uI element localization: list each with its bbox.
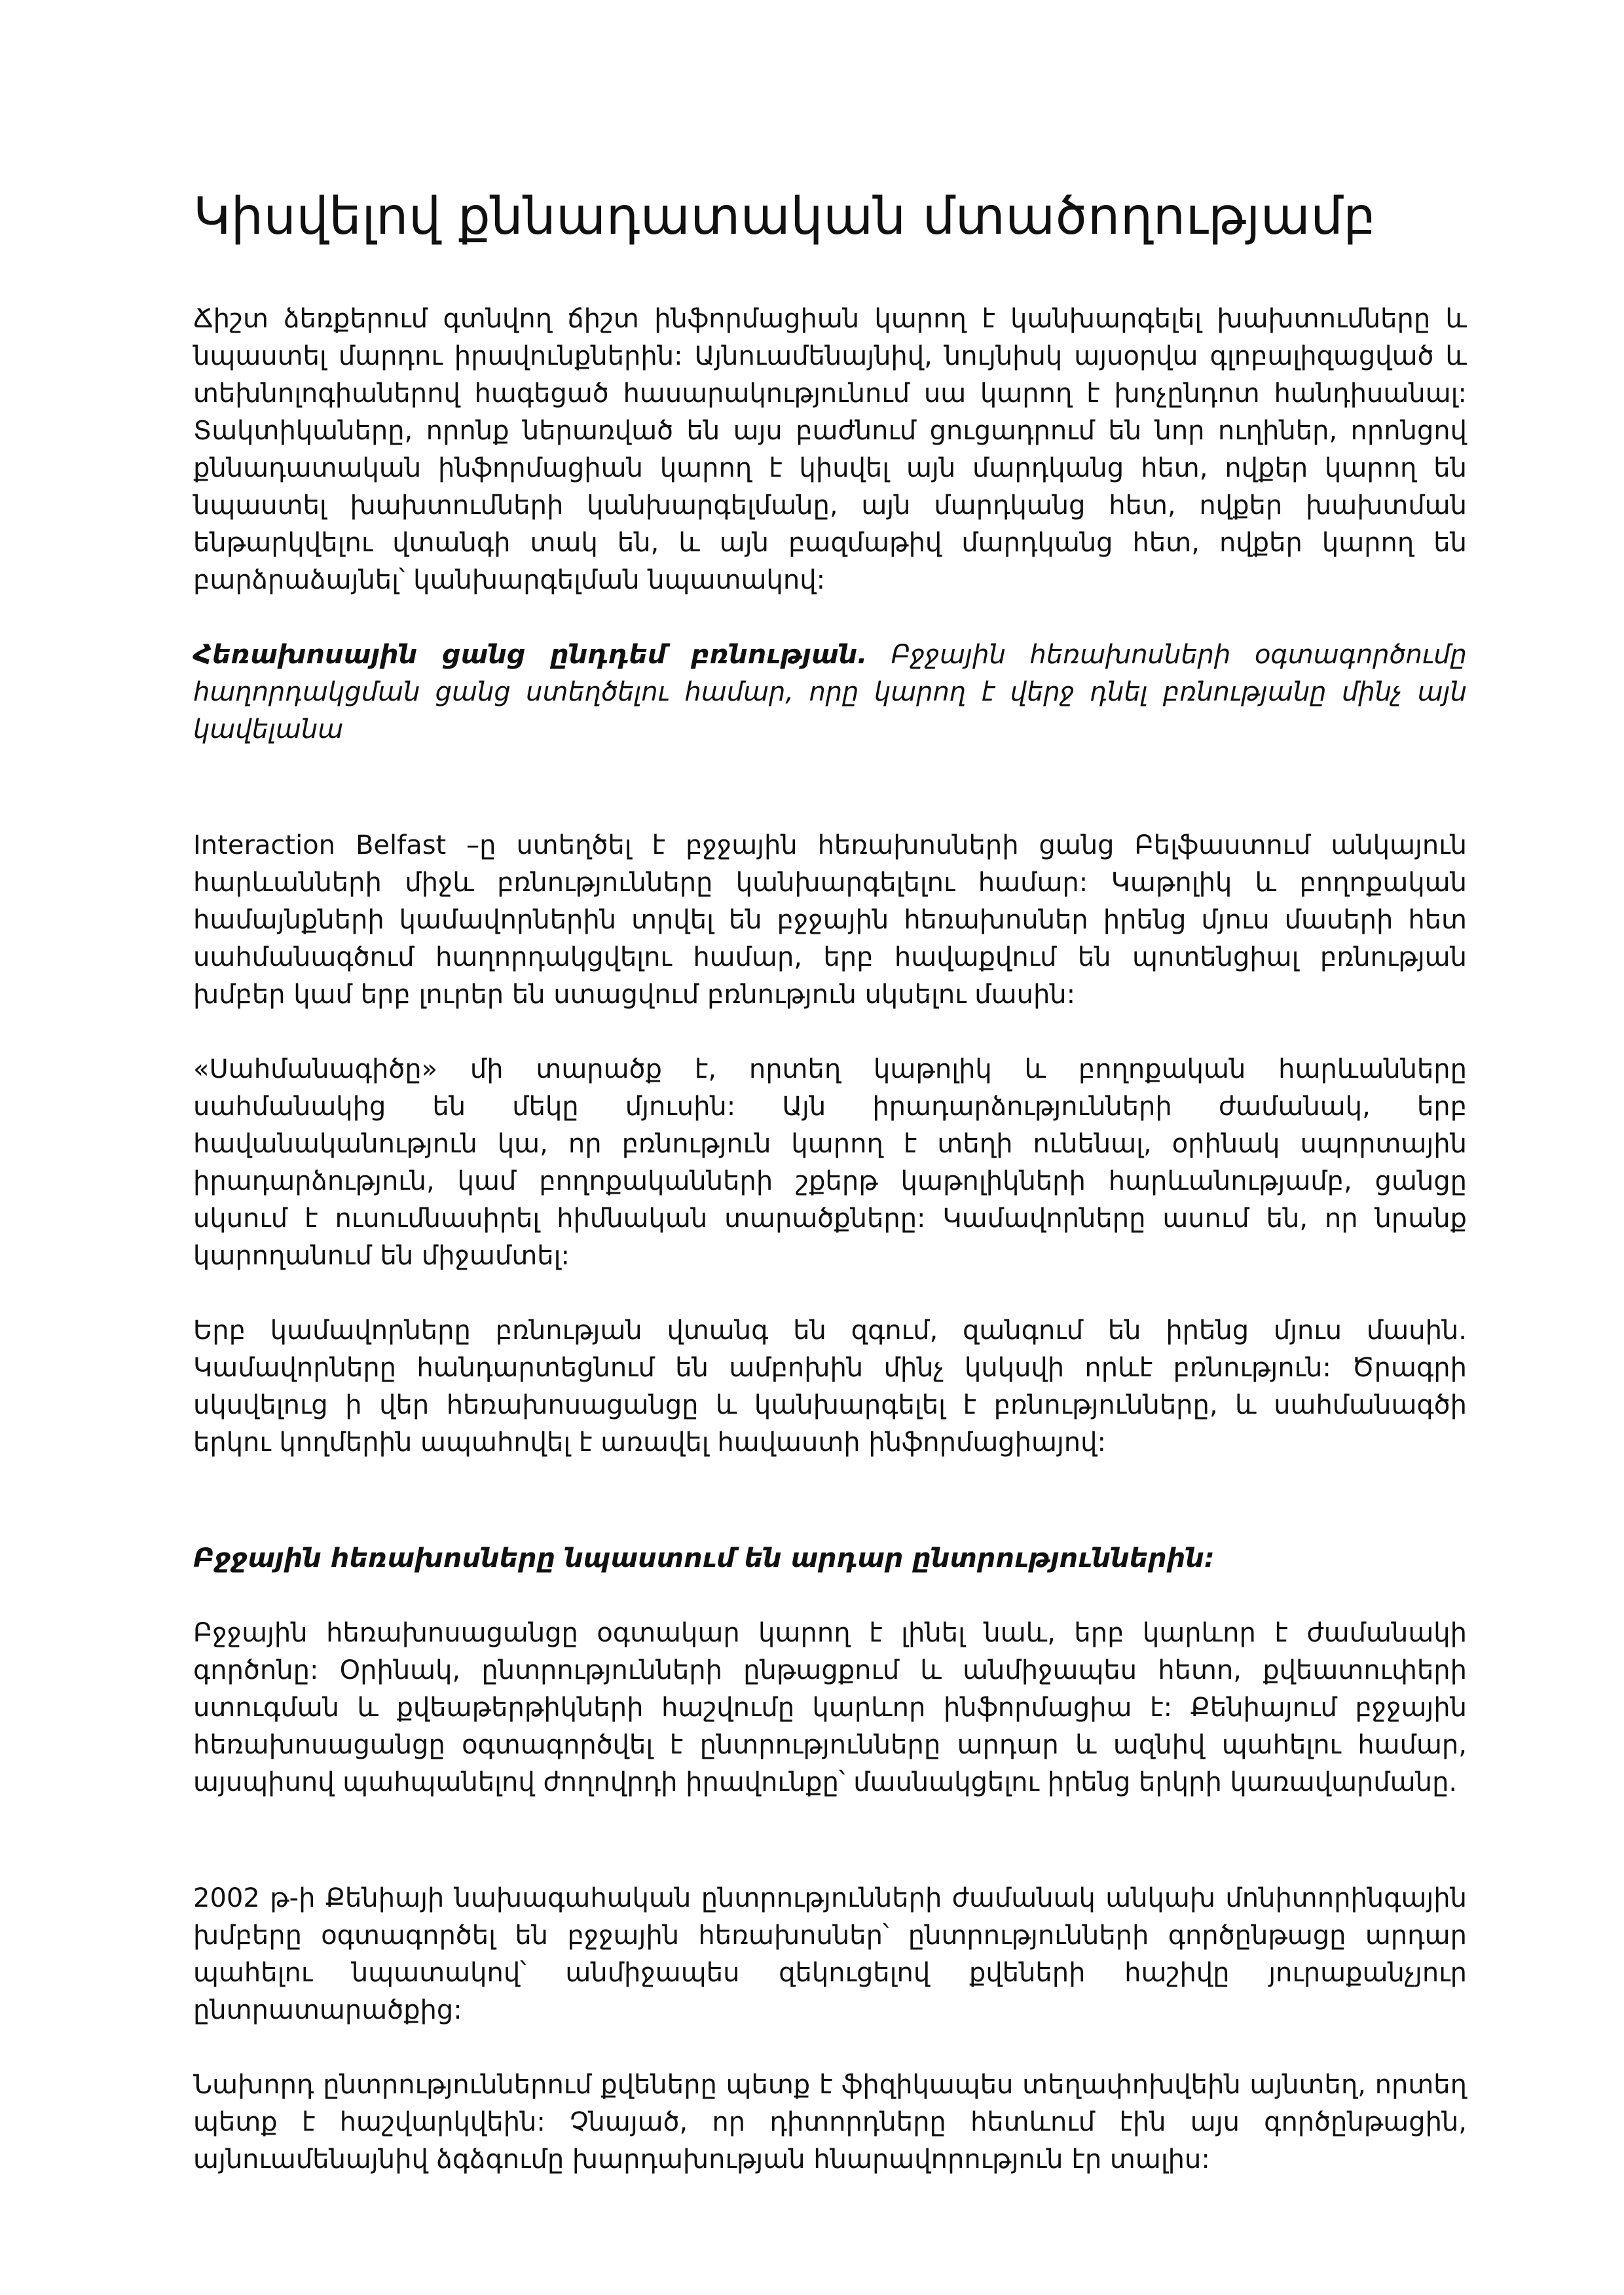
spacer (193, 1461, 1467, 1540)
section2-paragraph-1: Բջջային հեռախոսացանցը օգտակար կարող է լինել նաև, երբ կարևոր է ժամանակի գործոնը: Օրինակ, ընտրությունների ընթացքում և անմիջապես հետո, քվեատուփերի ստուգման և քվեաթերթիկների հաշվումը կարևոր ինֆորմացիա է: Քենիայում բջջային հեռախոսացանցը օգտագործվել է ընտրությունները արդար և ազնիվ պահելու համար, այսպիսով պահպանելով ժողովրդի իրավունքը՝ մասնակցելու իրենց երկրի կառավարմանը. (193, 1617, 1467, 1797)
spacer (193, 1801, 1467, 1880)
section2-heading: Բջջային հեռախոսները նպաստում են արդար ընտրություններին: (193, 1543, 1215, 1573)
spacer (193, 748, 1467, 827)
spacer (193, 599, 1467, 636)
section1-lead (193, 636, 1467, 748)
intro-paragraph: Ճիշտ ձեռքերում գտնվող ճիշտ ինֆորմացիան կարող է կանխարգելել խախտումները և նպաստել մարդու իրավունքներին: Այնուամենայնիվ, նույնիսկ այսօրվա գլոբալիզացված և տեխնոլոգիաներով հագեցած հասարակությունում սա կարող է խոչընդոտ հանդիսանալ: Տակտիկաները, որոնք ներառված են այս բաժնում ցուցադրում են նոր ուղիներ, որոնցով քննադատական ինֆորմացիան կարող է կիսվել այն մարդկանց հետ, ովքեր կարող են նպաստել խախտումների կանխարգելմանը, այն մարդկանց հետ, ովքեր խախտման ենթարկվելու վտանգի տակ են, և այն բազմաթիվ մարդկանց հետ, ովքեր կարող են բարձրաձայնել՝ կանխարգելման նպատակով: (193, 303, 1467, 595)
section2-paragraph-3: Նախորդ ընտրություններում քվեները պետք է ֆիզիկապես տեղափոխվեին այնտեղ, որտեղ պետք է հաշվարկվեին: Չնայած, որ դիտորդները հետևում էին այս գործընթացին, այնուամենայնիվ ձգձգումը խարդախության հնարավորություն էր տալիս: (193, 2069, 1467, 2175)
section1-heading: Հեռախոսային ցանց ընդդեմ բռնության. (193, 639, 868, 670)
spacer (193, 1577, 1467, 1615)
spacer (193, 2029, 1467, 2066)
spacer (193, 1014, 1467, 1051)
section1-paragraph-3: Երբ կամավորները բռնության վտանգ են զգում, զանգում են իրենց մյուս մասին. Կամավորները հանդարտեցնում են ամբոխին մինչ կսկսվի որևէ բռնություն: Ծրագրի սկսվելուց ի վեր հեռախոսացանցը և կանխարգելել է բռնությունները, և սահմանագծի երկու կողմերին ապահովել է առավել հավաստի ինֆորմացիայով: (193, 1315, 1467, 1458)
section1-paragraph-2: «Սահմանագիծը» մի տարածք է, որտեղ կաթոլիկ և բողոքական հարևանները սահմանակից են մեկը մյուսին: Այն իրադարձությունների ժամանակ, երբ հավանականություն կա, որ բռնություն կարող է տեղի ունենալ, օրինակ սպորտային իրադարձություն, կամ բողոքականների շքերթ կաթոլիկների հարևանությամբ, ցանցը սկսում է ուսումնասիրել հիմնական տարածքները: Կամավորները ասում են, որ նրանք կարողանում են միջամտել: (193, 1054, 1467, 1271)
section1-heading-rest: Բջջային հեռախոսների օգտագործումը հաղորդակցման ցանց ստեղծելու համար, որը կարող է վերջ դնել բռնությանը մինչ այն կավելանա (193, 639, 1467, 744)
section2-paragraph-2: 2002 թ-ի Քենիայի նախագահական ընտրությունների ժամանակ անկախ մոնիտորինգային խմբերը օգտագործել են բջջային հեռախոսներ՝ ընտրությունների գործընթացը արդար պահելու նպատակով՝ անմիջապես զեկուցելով քվեների հաշիվը յուրաքանչյուր ընտրատարածքից: (193, 1882, 1467, 2025)
page-title: Կիսվելով քննադատական մտածողությամբ (193, 187, 1376, 246)
document-page (193, 187, 1467, 2178)
spacer (193, 1275, 1467, 1312)
section1-paragraph-1: Interaction Belfast –ը ստեղծել է բջջային հեռախոսների ցանց Բելֆաստում անկայուն հարևանների միջև բռնությունները կանխարգելելու համար: Կաթոլիկ և բողոքական համայնքների կամավորներին տրվել են բջջային հեռախոսներ իրենց մյուս մասերի հետ սահմանագծում հաղորդակցվելու համար, երբ հավաքվում են պոտենցիալ բռնության խմբեր կամ երբ լուրեր են ստացվում բռնություն սկսելու մասին: (193, 830, 1467, 1010)
